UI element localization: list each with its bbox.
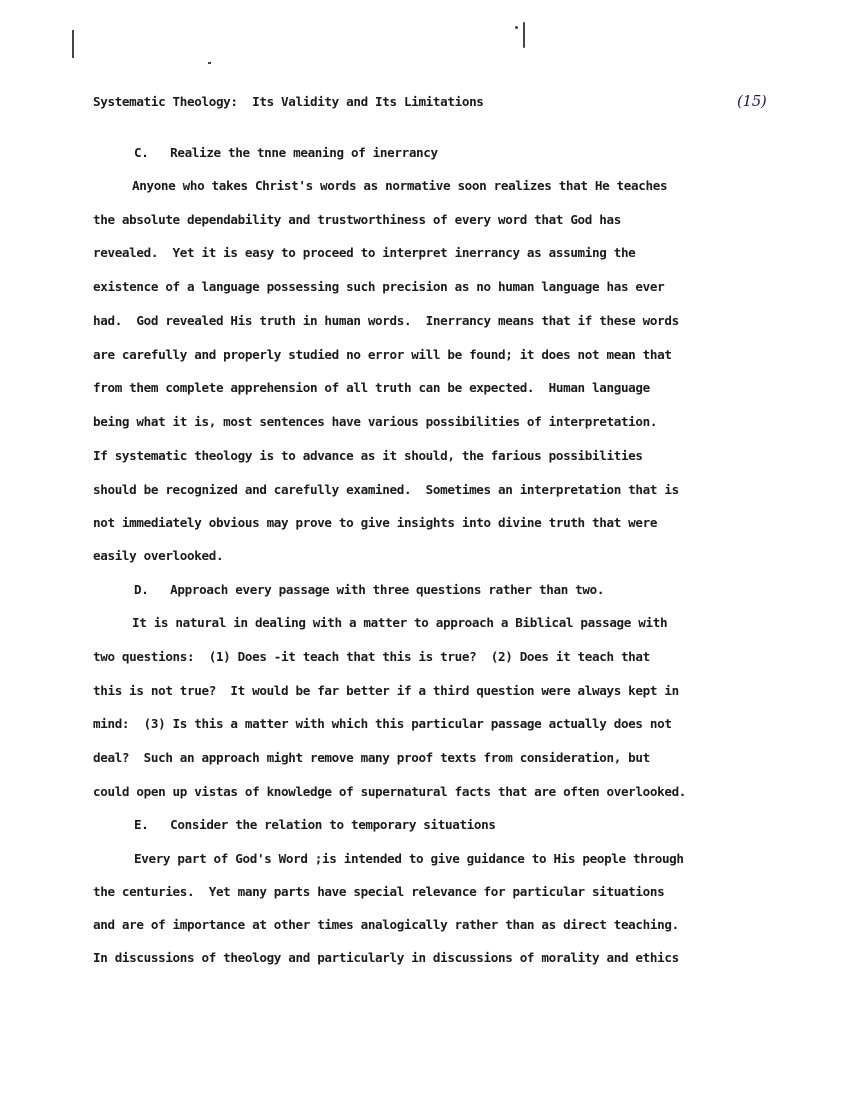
- paragraph-line: It is natural in dealing with a matter to approach a Biblical passage with: [132, 615, 668, 630]
- scan-mark: [208, 62, 211, 64]
- paragraph-line: two questions: (1) Does -it teach that this is true? (2) Does it teach that: [93, 649, 650, 664]
- paragraph-line: mind: (3) Is this a matter with which this particular passage actually does not: [93, 716, 672, 731]
- paragraph-line: this is not true? It would be far better if a third question were always kept in: [93, 683, 679, 698]
- paragraph-line: If systematic theology is to advance as it should, the farious possibilities: [93, 448, 643, 463]
- paragraph-line: are carefully and properly studied no error will be found; it does not mean that: [93, 347, 672, 362]
- paragraph-line: existence of a language possessing such precision as no human language has ever: [93, 279, 665, 294]
- paragraph-line: from them complete apprehension of all truth can be expected. Human language: [93, 380, 650, 395]
- scan-mark: [515, 26, 518, 29]
- paragraph-line: not immediately obvious may prove to give insights into divine truth that were: [93, 515, 658, 530]
- page-number: (15): [737, 92, 767, 110]
- paragraph-line: being what it is, most sentences have various possibilities of interpretation.: [93, 414, 658, 429]
- paragraph-line: revealed. Yet it is easy to proceed to interpret inerrancy as assuming the: [93, 245, 636, 260]
- paragraph-line: Every part of God's Word ;is intended to give guidance to His people through: [134, 851, 684, 866]
- paragraph-line: the absolute dependability and trustworthiness of every word that God has: [93, 212, 621, 227]
- section-heading-d: D. Approach every passage with three questions rather than two.: [134, 582, 605, 597]
- paragraph-line: the centuries. Yet many parts have special relevance for particular situations: [93, 884, 665, 899]
- scan-mark: [72, 30, 74, 58]
- paragraph-line: and are of importance at other times analogically rather than as direct teaching.: [93, 917, 679, 932]
- paragraph-line: should be recognized and carefully examined. Sometimes an interpretation that is: [93, 482, 679, 497]
- scan-mark: [523, 22, 525, 48]
- paragraph-line: Anyone who takes Christ's words as normative soon realizes that He teaches: [132, 178, 668, 193]
- section-heading-e: E. Consider the relation to temporary situations: [134, 817, 496, 832]
- paragraph-line: had. God revealed His truth in human words. Inerrancy means that if these words: [93, 313, 679, 328]
- paragraph-line: deal? Such an approach might remove many proof texts from consideration, but: [93, 750, 650, 765]
- section-heading-c: C. Realize the tnne meaning of inerrancy: [134, 145, 438, 160]
- paragraph-line: In discussions of theology and particularly in discussions of morality and ethics: [93, 950, 679, 965]
- paragraph-line: easily overlooked.: [93, 548, 224, 563]
- paragraph-line: could open up vistas of knowledge of supernatural facts that are often overlooked.: [93, 784, 687, 799]
- page-header-title: Systematic Theology: Its Validity and Its Limitations: [93, 94, 484, 109]
